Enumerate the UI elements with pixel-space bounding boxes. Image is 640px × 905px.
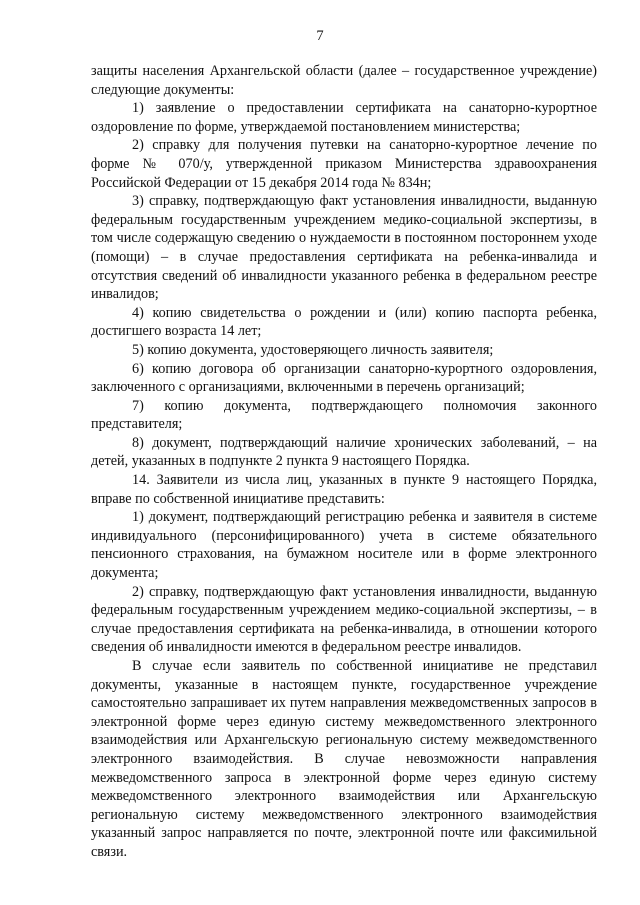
paragraph-item-7: 7) копию документа, подтверждающего полномочия законного представителя; <box>91 397 597 433</box>
paragraph-item-4: 4) копию свидетельства о рождении и (или) копию паспорта ребенка, достигшего возраста 14 лет; <box>91 304 597 340</box>
paragraph-item-1: 1) заявление о предоставлении сертификата на санаторно-курортное оздоровление по форме, утверждаемой постановлением министерства; <box>91 100 597 135</box>
paragraph-item-5: 5) копию документа, удостоверяющего личность заявителя; <box>132 341 494 358</box>
paragraph-item-6: 6) копию договора об организации санаторно-курортного оздоровления, заключенного с организациями, включенными в перечень организаций; <box>91 360 597 396</box>
paragraph-interagency-request: В случае если заявитель по собственной инициативе не представил документы, указанные в настоящем пункте, государственное учреждение самостоятельно запрашивает их путем направления межведомственных запросов в электронной форме через единую систему межведомственного электронного взаимодействия или Архангельскую региональную систему межведомственного электронного взаимодействия. В случае невозможности направления межведомственного запроса в электронной форме через единую систему межведомственного электронного взаимодействия или Архангельскую региональную систему межведомственного электронного взаимодействия указанный запрос направляется по почте, электронной почте или факсимильной связи. <box>91 658 597 860</box>
paragraph-item-8: 8) документ, подтверждающий наличие хронических заболеваний, – на детей, указанных в подпункте 2 пункта 9 настоящего Порядка. <box>91 434 597 470</box>
paragraph-continuation: защиты населения Архангельской области (далее – государственное учреждение) следующие документы: <box>91 63 597 98</box>
paragraph-item-3: 3) справку, подтверждающую факт установления инвалидности, выданную федеральным государственным учреждением медико-социальной экспертизы, в том числе содержащую сведению о нуждаемости в постоянном постороннем уходе (помощи) – в случае предоставления сертификата на ребенка-инвалида и отсутствия сведений об инвалидности указанного ребенка в федеральном реестре инвалидов; <box>91 193 597 303</box>
paragraph-item-2: 2) справку для получения путевки на санаторно-курортное лечение по форме № 070/у, утвержденной приказом Министерства здравоохранения Российской Федерации от 15 декабря 2014 года № 834н; <box>91 137 597 191</box>
paragraph-section-14-item-1: 1) документ, подтверждающий регистрацию ребенка и заявителя в системе индивидуального (персонифицированного) учета в системе обязательного пенсионного страхования, на бумажном носителе или в форме электронного документа; <box>91 509 597 582</box>
paragraph-section-14: 14. Заявители из числа лиц, указанных в пункте 9 настоящего Порядка, вправе по собственной инициативе представить: <box>91 472 597 507</box>
page-number: 7 <box>316 28 324 44</box>
document-body <box>91 62 597 862</box>
paragraph-section-14-item-2: 2) справку, подтверждающую факт установления инвалидности, выданную федеральным государственным учреждением медико-социальной экспертизы, – в случае предоставления сертификата на ребенка-инвалида, в отношении которого сведения об инвалидности имеются в федеральном реестре инвалидов. <box>91 583 597 656</box>
